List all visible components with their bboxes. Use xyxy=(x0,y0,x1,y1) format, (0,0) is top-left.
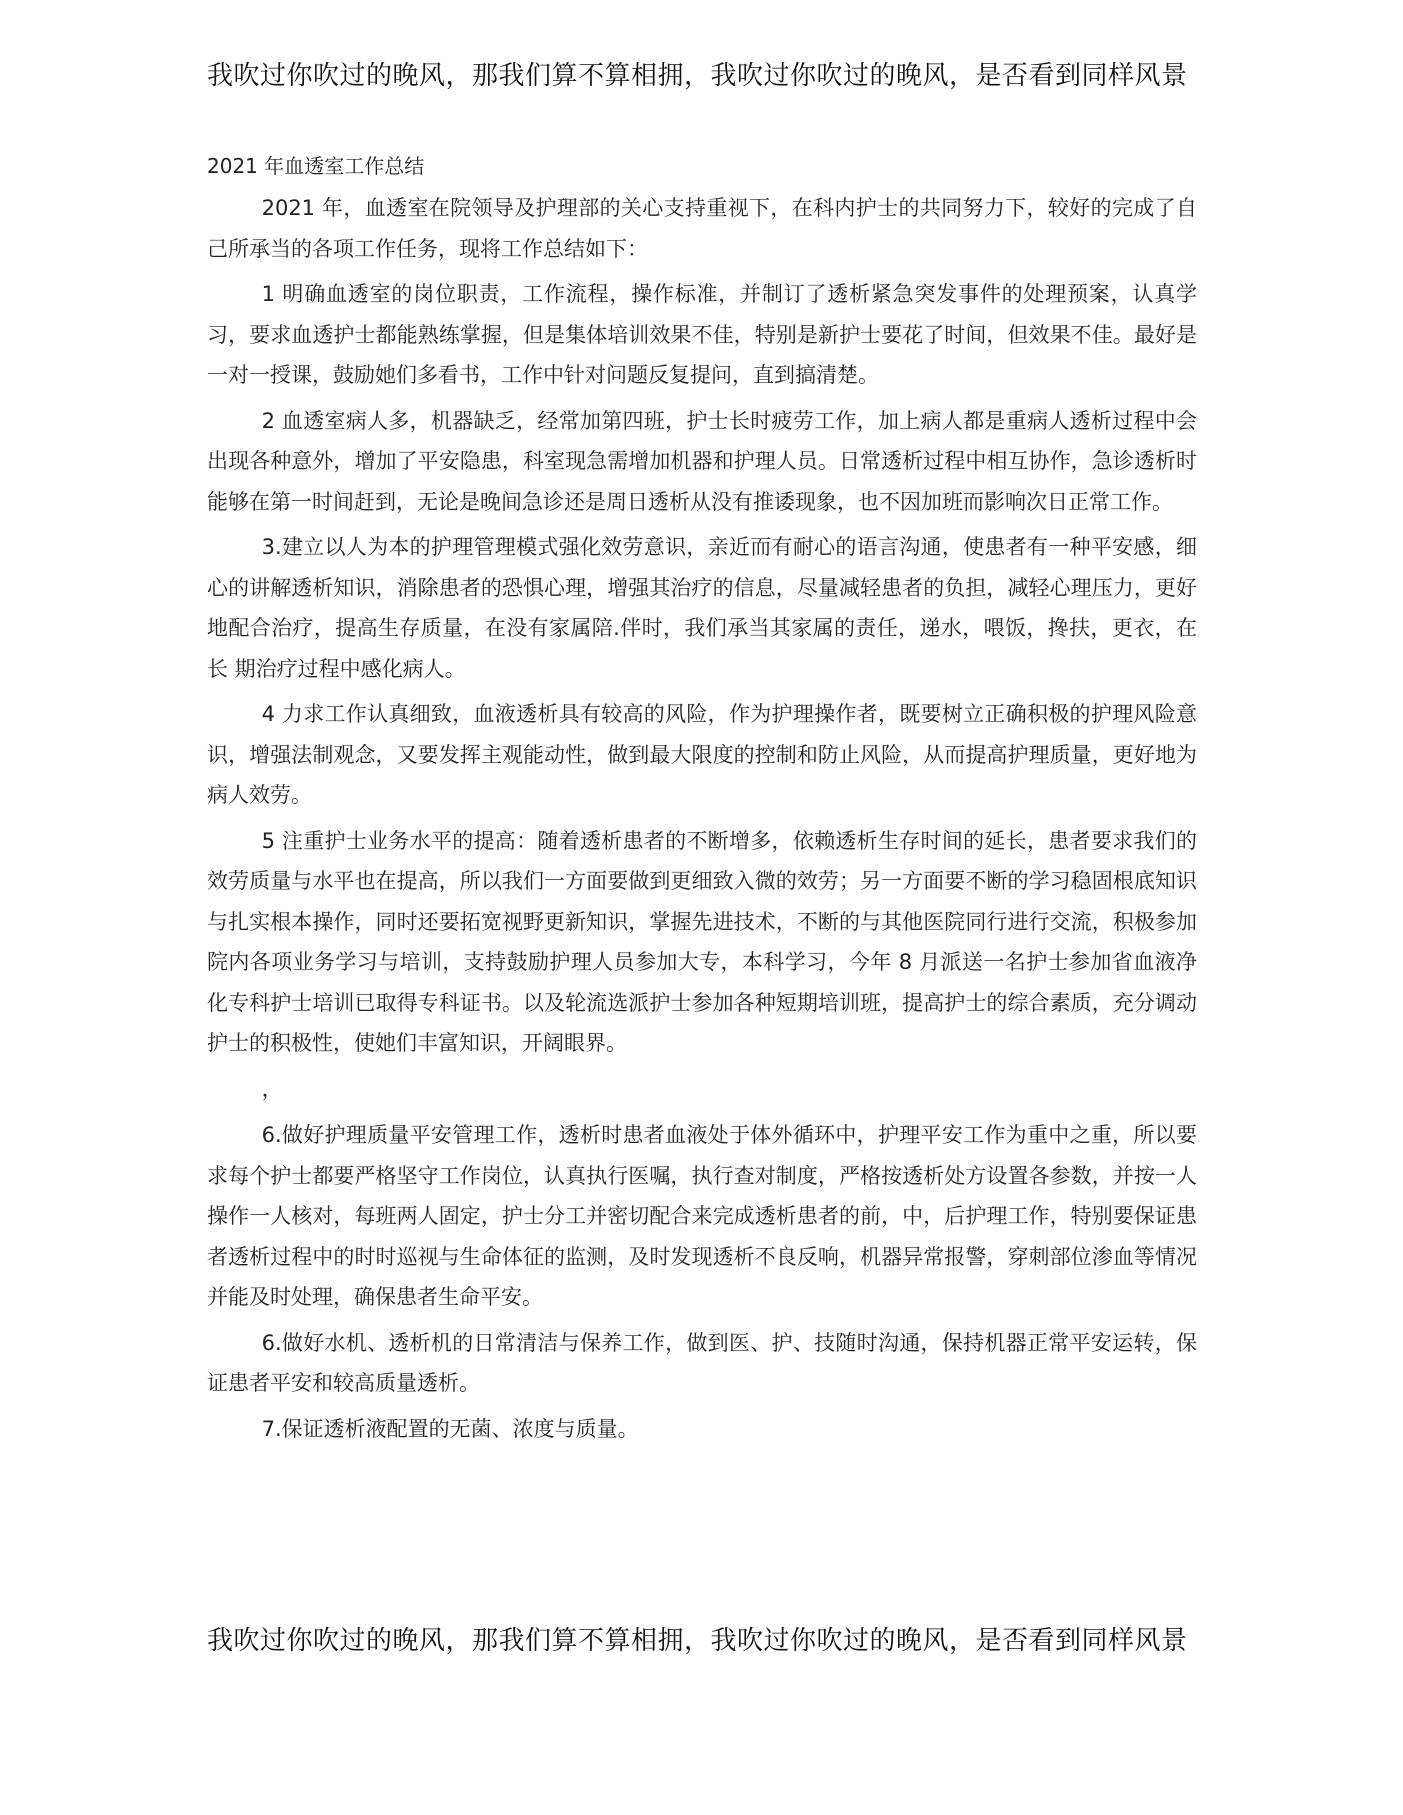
paragraph-item-1: 1 明确血透室的岗位职责，工作流程，操作标准，并制订了透析紧急突发事件的处理预案，认真学习，要求血透护士都能熟练掌握，但是集体培训效果不佳，特别是新护士要花了时间，但效果不佳。最好是一对一授课，鼓励她们多看书，工作中针对问题反复提问，直到搞清楚。 xyxy=(207,282,1197,387)
document-title: 2021 年血透室工作总结 xyxy=(207,154,425,178)
paragraph-item-6b: 6.做好水机、透析机的日常清洁与保养工作，做到医、护、技随时沟通，保持机器正常平安运转，保证患者平安和较高质量透析。 xyxy=(207,1330,1197,1395)
paragraph-item-6a: 6.做好护理质量平安管理工作，透析时患者血液处于体外循环中，护理平安工作为重中之重，所以要求每个护士都要严格坚守工作岗位，认真执行医嘱，执行查对制度，严格按透析处方设置各参数，并按一人操作一人核对，每班两人固定，护士分工并密切配合来完成透析患者的前，中，后护理工作，特别要保证患 者透析过程中的时时巡视与生命体征的监测，及时发现透析不良反响，机器异常报警，穿刺部位渗血等情况并能及时处理，确保患者生命平安。 xyxy=(207,1123,1197,1309)
intro-paragraph: 2021 年，血透室在院领导及护理部的关心支持重视下，在科内护士的共同努力下，较好的完成了自己所承当的各项工作任务，现将工作总结如下： xyxy=(207,196,1197,261)
paragraph-item-5: 5 注重护士业务水平的提高：随着透析患者的不断增多，依赖透析生存时间的延长，患者要求我们的效劳质量与水平也在提高，所以我们一方面要做到更细致入微的效劳；另一方面要不断的学习稳固根底知识与扎实根本操作，同时还要拓宽视野更新知识，掌握先进技术，不断的与其他医院同行进行交流，积极参加院内各项业务学习与培训，支持鼓励护理人员参加大专，本科学习，今年 8 月派送一名护士参加省血液净化专科护士培训已取得专科证书。以及轮流选派护士参加各种短期培训班，提高护士的综合素质，充分调动护士的积极性，使她们丰富知识，开阔眼界。 xyxy=(207,828,1197,1055)
footer-banner: 我吹过你吹过的晚风，那我们算不算相拥，我吹过你吹过的晚风，是否看到同样风景 xyxy=(207,1626,1188,1656)
paragraph-item-7: 7.保证透析液配置的无菌、浓度与质量。 xyxy=(261,1416,639,1441)
header-banner: 我吹过你吹过的晚风，那我们算不算相拥，我吹过你吹过的晚风，是否看到同样风景 xyxy=(207,61,1188,91)
paragraph-item-3: 3.建立以人为本的护理管理模式强化效劳意识，亲近而有耐心的语言沟通，使患者有一种平安感，细心的讲解透析知识，消除患者的恐惧心理，增强其治疗的信息，尽量减轻患者的负担，减轻心理压力，更好地配合治疗，提高生存质量，在没有家属陪.伴时，我们承当其家属的责任，递水，喂饭，搀扶，更衣，在长 期治疗过程中感化病人。 xyxy=(207,535,1197,681)
paragraph-item-2: 2 血透室病人多，机器缺乏，经常加第四班，护士长时疲劳工作，加上病人都是重病人透析过程中会出现各种意外，增加了平安隐患，科室现急需增加机器和护理人员。日常透析过程中相互协作，急诊透析时能够在第一时间赶到，无论是晚间急诊还是周日透析从没有推诿现象，也不因加班而影响次日正常工作。 xyxy=(207,408,1197,514)
paragraph-item-4: 4 力求工作认真细致，血液透析具有较高的风险，作为护理操作者，既要树立正确积极的护理风险意识，增强法制观念，又要发挥主观能动性，做到最大限度的控制和防止风险，从而提高护理质量，更好地为病人效劳。 xyxy=(207,702,1197,807)
stray-comma: ， xyxy=(261,1076,283,1101)
document-body xyxy=(207,188,1197,1454)
